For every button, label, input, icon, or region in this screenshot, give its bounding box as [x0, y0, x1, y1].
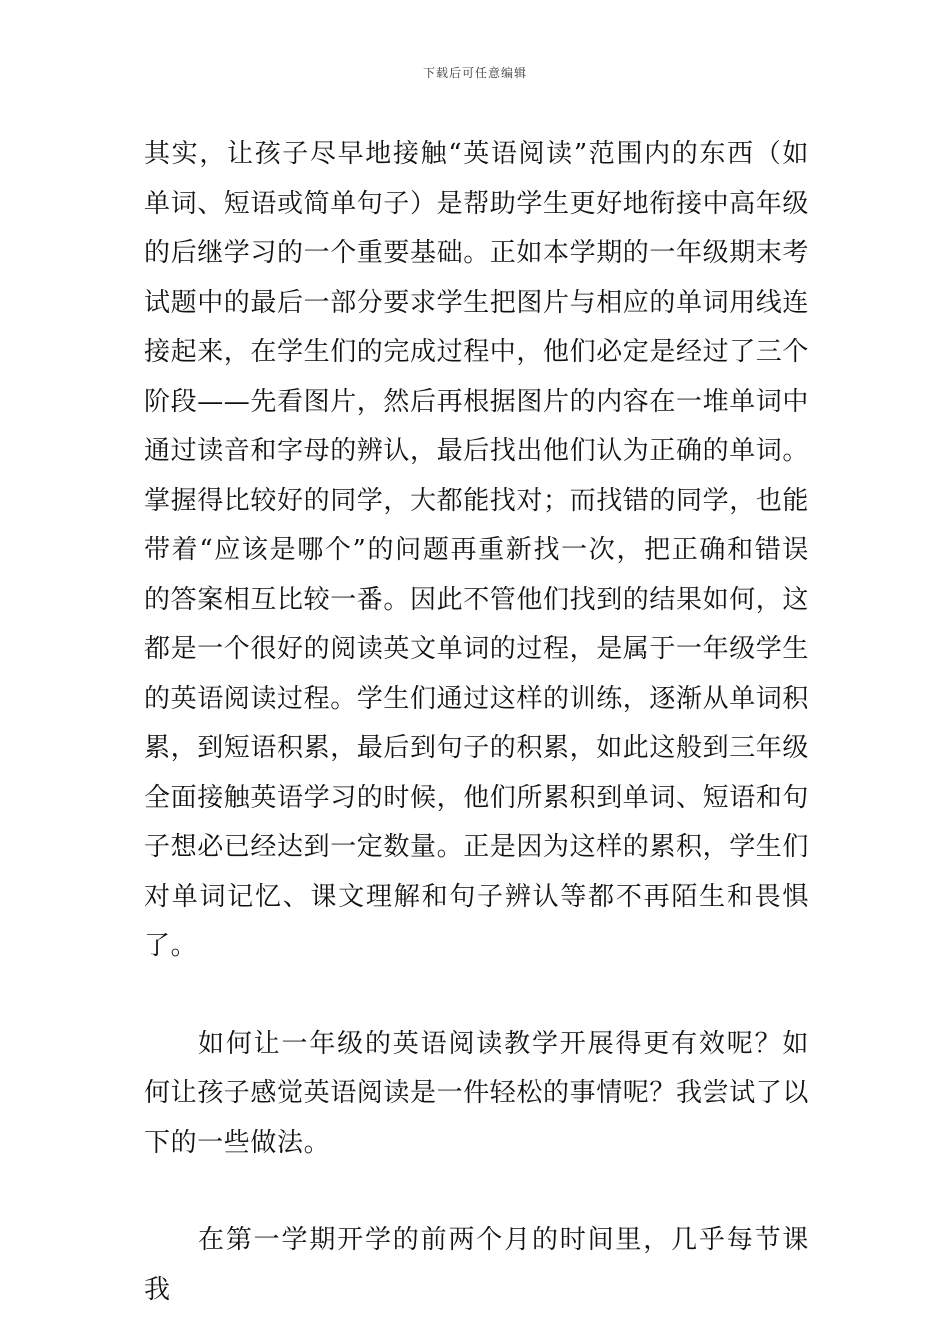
paragraph-2: 如何让一年级的英语阅读教学开展得更有效呢？如何让孩子感觉英语阅读是一件轻松的事情呢？我尝试了以下的一些做法。 [144, 1028, 810, 1158]
paragraph-3: 在第一学期开学的前两个月的时间里，几乎每节课我 [144, 1225, 809, 1305]
page-header: 下载后可任意编辑 [422, 66, 527, 80]
paragraph-1: 其实，让孩子尽早地接触“英语阅读”范围内的东西（如单词、短语或简单句子）是帮助学生更好地衔接中高年级的后继学习的一个重要基础。正如本学期的一年级期末考试题中的最后一部分要求学生把图片与相应的单词用线连接起来，在学生们的完成过程中，他们必定是经过了三个阶段——先看图片，然后再根据图片的内容在一堆单词中通过读音和字母的辨认，最后找出他们认为正确的单词。掌握得比较好的同学，大都能找对；而找错的同学，也能带着“应该是哪个”的问题再重新找一次，把正确和错误的答案相互比较一番。因此不管他们找到的结果如何，这都是一个很好的阅读英文单词的过程，是属于一年级学生的英语阅读过程。学生们通过这样的训练，逐渐从单词积累，到短语积累，最后到句子的积累，如此这般到三年级全面接触英语学习的时候，他们所累积到单词、短语和句子想必已经达到一定数量。正是因为这样的累积，学生们对单词记忆、课文理解和句子辨认等都不再陌生和畏惧了。 [144, 139, 810, 961]
document-body [144, 130, 809, 1315]
